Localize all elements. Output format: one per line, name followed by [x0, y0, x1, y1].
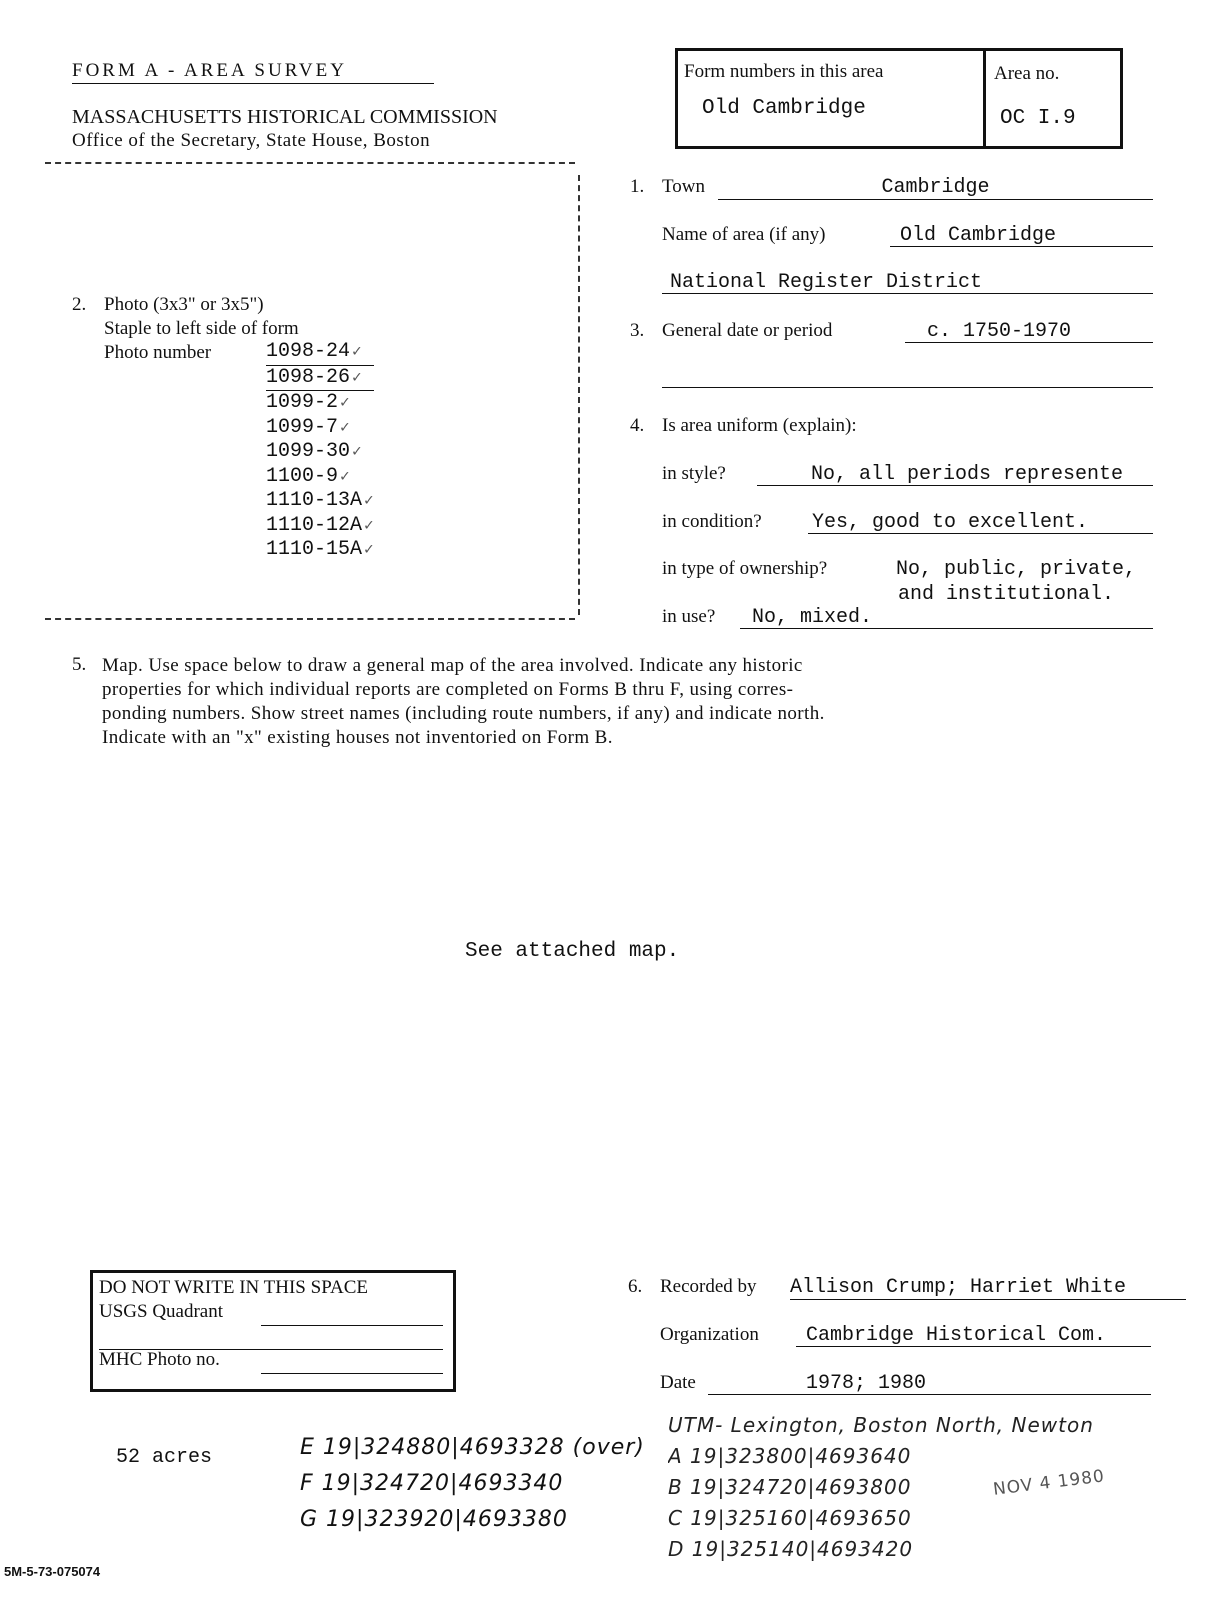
usgs-quadrant-label: USGS Quadrant — [99, 1301, 224, 1322]
utm-entry: D 19|325140|4693420 — [668, 1537, 914, 1561]
staple-instruction: Staple to left side of form — [104, 318, 299, 339]
ownership-label: in type of ownership? — [662, 558, 828, 579]
section5-number: 5. — [72, 654, 87, 675]
photo-number: 1099-30 ✓ — [266, 440, 362, 463]
photo-number-list — [266, 340, 374, 563]
box-divider — [983, 51, 986, 146]
utm-right-handwritten — [668, 1410, 1188, 1565]
section1-number: 1. — [630, 176, 645, 197]
utm-entry: A 19|323800|4693640 — [668, 1444, 912, 1468]
area-no-value: OC I.9 — [1000, 107, 1076, 130]
uniform-label: Is area uniform (explain): — [662, 415, 857, 436]
photo-number: 1098-26 ✓ — [266, 366, 374, 392]
utm-entry: F 19|324720|4693340 — [300, 1471, 564, 1496]
footer-form-code: 5M-5-73-075074 — [4, 1564, 101, 1579]
town-field: Cambridge — [718, 176, 1153, 200]
photo-number: 1099-7 ✓ — [266, 415, 350, 439]
commission-name: MASSACHUSETTS HISTORICAL COMMISSION — [72, 106, 498, 128]
utm-entry: E 19|324880|4693328 (over) — [300, 1435, 645, 1460]
use-label: in use? — [662, 606, 716, 627]
form-numbers-box — [675, 48, 1123, 149]
use-field: No, mixed. — [740, 606, 1153, 629]
photo-number: 1110-13A ✓ — [266, 489, 374, 512]
map-instruction-line: ponding numbers. Show street names (including route numbers, if any) and indicate north. — [102, 703, 825, 724]
photo-number: 1099-2 ✓ — [266, 391, 350, 414]
date-period-field: c. 1750-1970 — [905, 320, 1153, 343]
date-field: 1978; 1980 — [708, 1372, 1151, 1395]
form-numbers-value: Old Cambridge — [702, 97, 866, 120]
condition-label: in condition? — [662, 511, 762, 532]
section4-number: 4. — [630, 415, 645, 436]
recorded-by-field: Allison Crump; Harriet White — [790, 1276, 1186, 1300]
photo-size-label: Photo (3x3" or 3x5") — [104, 294, 264, 315]
style-label: in style? — [662, 463, 726, 484]
photo-area-right-border — [578, 175, 580, 615]
form-title: FORM A - AREA SURVEY — [72, 60, 347, 81]
map-instructions — [102, 654, 825, 750]
photo-number: 1110-12A ✓ — [266, 513, 374, 537]
utm-entry: B 19|324720|4693800 — [668, 1475, 912, 1499]
photo-area-top-border — [45, 162, 575, 164]
photo-number-label: Photo number — [104, 342, 212, 363]
area-name-field-line2: National Register District — [662, 271, 1153, 294]
area-name-field: Old Cambridge — [890, 224, 1153, 247]
ownership-value-line2: and institutional. — [898, 583, 1115, 606]
utm-entry: G 19|323920|4693380 — [300, 1507, 568, 1532]
mhc-photo-line — [261, 1373, 443, 1374]
see-attached-map: See attached map. — [465, 940, 680, 963]
usgs-quadrant-line — [261, 1325, 443, 1326]
section3-number: 3. — [630, 320, 645, 341]
organization-field: Cambridge Historical Com. — [796, 1324, 1151, 1347]
title-underline — [72, 83, 434, 84]
acres-note: 52 acres — [116, 1446, 213, 1469]
utm-entry: C 19|325160|4693650 — [668, 1506, 912, 1530]
photo-area-bottom-border — [45, 618, 575, 620]
office-address: Office of the Secretary, State House, Boston — [72, 130, 431, 151]
area-no-label: Area no. — [994, 63, 1060, 84]
received-date-stamp: NOV 4 1980 — [992, 1466, 1106, 1500]
map-instruction-line: Indicate with an "x" existing houses not inventoried on Form B. — [102, 727, 613, 748]
office-use-box — [90, 1270, 456, 1392]
photo-number: 1100-9 ✓ — [266, 464, 350, 488]
ownership-value: No, public, private, — [896, 558, 1137, 581]
town-label: Town — [662, 176, 706, 197]
map-instruction-line: properties for which individual reports are completed on Forms B thru F, using corres- — [102, 679, 794, 700]
photo-number: 1110-15A ✓ — [266, 538, 374, 561]
recorded-by-label: Recorded by — [660, 1276, 757, 1297]
section2-number: 2. — [72, 294, 87, 315]
map-instruction-line: Map. Use space below to draw a general map of the area involved. Indicate any historic — [102, 655, 803, 676]
form-numbers-label: Form numbers in this area — [684, 61, 884, 82]
section6-number: 6. — [628, 1276, 643, 1297]
utm-quadrants: UTM- Lexington, Boston North, Newton — [668, 1413, 1094, 1437]
area-name-label: Name of area (if any) — [662, 224, 826, 245]
style-field: No, all periods represente — [757, 463, 1153, 486]
office-use-title: DO NOT WRITE IN THIS SPACE — [99, 1277, 369, 1298]
mhc-photo-label: MHC Photo no. — [99, 1349, 220, 1370]
condition-field: Yes, good to excellent. — [808, 511, 1153, 534]
date-label: Date — [660, 1372, 696, 1393]
utm-left-handwritten — [300, 1430, 645, 1538]
photo-number: 1098-24 ✓ — [266, 340, 374, 366]
organization-label: Organization — [660, 1324, 759, 1345]
date-period-label: General date or period — [662, 320, 833, 341]
date-period-blank-line — [662, 387, 1153, 388]
